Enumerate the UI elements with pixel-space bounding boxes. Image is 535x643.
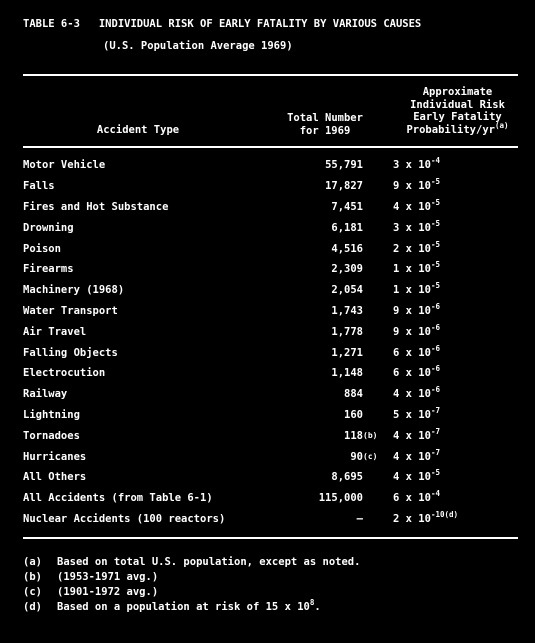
risk-probability: 4 x $10^{-6}$ xyxy=(393,385,440,401)
accident-type: All Accidents (from Table 6-1) xyxy=(23,492,213,505)
total-number: 1,148 xyxy=(331,367,363,380)
total-footnote-ref xyxy=(363,259,393,280)
total-footnote-ref: (b) xyxy=(363,431,378,441)
risk-probability: 4 x $10^{-7}$ xyxy=(393,426,440,442)
total-number: 1,743 xyxy=(331,304,363,317)
total-footnote-ref xyxy=(363,155,393,176)
total-number: 4,516 xyxy=(331,242,363,255)
total-number: 115,000 xyxy=(318,492,363,505)
total-footnote-ref xyxy=(363,488,393,509)
table-row xyxy=(23,363,520,384)
risk-probability: 6 x $10^{-6}$ xyxy=(393,364,440,380)
total-number: 6,181 xyxy=(331,221,363,234)
footnote-ref-a: (a) xyxy=(494,120,509,130)
accident-type: Lightning xyxy=(23,408,80,421)
total-number: 2,054 xyxy=(331,284,363,297)
table-row xyxy=(23,405,520,426)
table-subtitle: (U.S. Population Average 1969) xyxy=(103,40,293,52)
table-row xyxy=(23,467,520,488)
table-row xyxy=(23,446,520,467)
accident-type: Drowning xyxy=(23,221,74,234)
top-rule xyxy=(23,74,518,76)
total-number: 160 xyxy=(344,408,363,421)
risk-probability: 2 x $10^{-5}$ xyxy=(393,239,440,255)
table-row xyxy=(23,342,520,363)
total-footnote-ref xyxy=(363,217,393,238)
table-row xyxy=(23,425,520,446)
total-footnote-ref xyxy=(363,280,393,301)
header-total-number: Total Number for 1969 xyxy=(287,112,363,137)
risk-footnote-ref: (d) xyxy=(444,509,459,519)
accident-type: Railway xyxy=(23,388,68,401)
total-footnote-ref xyxy=(363,238,393,259)
table-row xyxy=(23,217,520,238)
total-footnote-ref xyxy=(363,342,393,363)
risk-probability: 4 x $10^{-5}$ xyxy=(393,468,440,484)
footnote xyxy=(23,600,360,615)
total-footnote-ref xyxy=(363,405,393,426)
risk-probability: 6 x $10^{-6}$ xyxy=(393,343,440,359)
risk-probability: 3 x $10^{-5}$ xyxy=(393,218,440,234)
table-row xyxy=(23,197,520,218)
total-footnote-ref xyxy=(363,301,393,322)
total-footnote-ref: (c) xyxy=(363,452,378,462)
table-row xyxy=(23,301,520,322)
total-number: 2,309 xyxy=(331,263,363,276)
table-row xyxy=(23,259,520,280)
footnote xyxy=(23,570,360,585)
total-number: 55,791 xyxy=(325,159,363,172)
footnote-text: Based on a population at risk of 15 x $10^8$. xyxy=(57,598,321,613)
footnote-mark: (c) xyxy=(23,586,42,598)
total-number: — xyxy=(356,512,363,525)
table-row xyxy=(23,321,520,342)
total-number: 7,451 xyxy=(331,200,363,213)
total-number: 8,695 xyxy=(331,471,363,484)
footnotes xyxy=(23,555,360,615)
risk-probability: 6 x $10^{-4}$ xyxy=(393,489,440,505)
risk-probability: 4 x $10^{-7}$ xyxy=(393,447,440,463)
header-rule xyxy=(23,146,518,148)
accident-type: Falls xyxy=(23,180,55,193)
footnote-text: (1901-1972 avg.) xyxy=(57,586,159,598)
total-number: 1,778 xyxy=(331,325,363,338)
accident-type: Machinery (1968) xyxy=(23,284,125,297)
accident-type: Poison xyxy=(23,242,61,255)
accident-type: Fires and Hot Substance xyxy=(23,200,169,213)
bottom-rule xyxy=(23,537,518,539)
table-title: TABLE 6-3 INDIVIDUAL RISK OF EARLY FATALITY BY VARIOUS CAUSES xyxy=(23,18,422,30)
risk-table xyxy=(23,155,520,529)
risk-probability: 1 x $10^{-5}$ xyxy=(393,281,440,297)
footnote-mark: (d) xyxy=(23,601,42,613)
table-row xyxy=(23,488,520,509)
risk-probability: 1 x $10^{-5}$ xyxy=(393,260,440,276)
table-row xyxy=(23,155,520,176)
table-row xyxy=(23,280,520,301)
total-number: 17,827 xyxy=(325,180,363,193)
total-footnote-ref xyxy=(363,384,393,405)
accident-type: Electrocution xyxy=(23,367,106,380)
footnote xyxy=(23,555,360,570)
risk-probability: 9 x $10^{-6}$ xyxy=(393,301,440,317)
risk-probability: 4 x $10^{-5}$ xyxy=(393,197,440,213)
risk-probability: 9 x $10^{-5}$ xyxy=(393,177,440,193)
footnote-mark: (b) xyxy=(23,571,42,583)
accident-type: Hurricanes xyxy=(23,450,87,463)
accident-type: Motor Vehicle xyxy=(23,159,106,172)
footnote-text: Based on total U.S. population, except as noted. xyxy=(57,556,361,568)
total-footnote-ref xyxy=(363,321,393,342)
accident-type: Falling Objects xyxy=(23,346,118,359)
accident-type: Tornadoes xyxy=(23,429,80,442)
table-row xyxy=(23,238,520,259)
accident-type: All Others xyxy=(23,471,87,484)
total-footnote-ref xyxy=(363,509,393,530)
risk-probability: 2 x $10^{-10(d)}$ xyxy=(393,509,459,525)
total-footnote-ref xyxy=(363,363,393,384)
accident-type: Water Transport xyxy=(23,304,118,317)
header-individual-risk: Approximate Individual Risk Early Fatality Probability/$yr^{(a)}$ xyxy=(406,86,509,136)
accident-type: Firearms xyxy=(23,263,74,276)
header-accident-type: Accident Type xyxy=(96,124,180,136)
table-row xyxy=(23,384,520,405)
risk-probability: 5 x $10^{-7}$ xyxy=(393,405,440,421)
total-number: 118 xyxy=(344,429,363,442)
footnote-mark: (a) xyxy=(23,556,42,568)
total-footnote-ref xyxy=(363,467,393,488)
table-row xyxy=(23,176,520,197)
table-row xyxy=(23,509,520,530)
risk-probability: 3 x $10^{-4}$ xyxy=(393,156,440,172)
footnote-text: (1953-1971 avg.) xyxy=(57,571,159,583)
total-number: 90 xyxy=(350,450,363,463)
total-number: 884 xyxy=(344,388,363,401)
accident-type: Air Travel xyxy=(23,325,87,338)
total-footnote-ref xyxy=(363,176,393,197)
risk-probability: 9 x $10^{-6}$ xyxy=(393,322,440,338)
accident-type: Nuclear Accidents (100 reactors) xyxy=(23,512,226,525)
total-footnote-ref xyxy=(363,197,393,218)
total-number: 1,271 xyxy=(331,346,363,359)
